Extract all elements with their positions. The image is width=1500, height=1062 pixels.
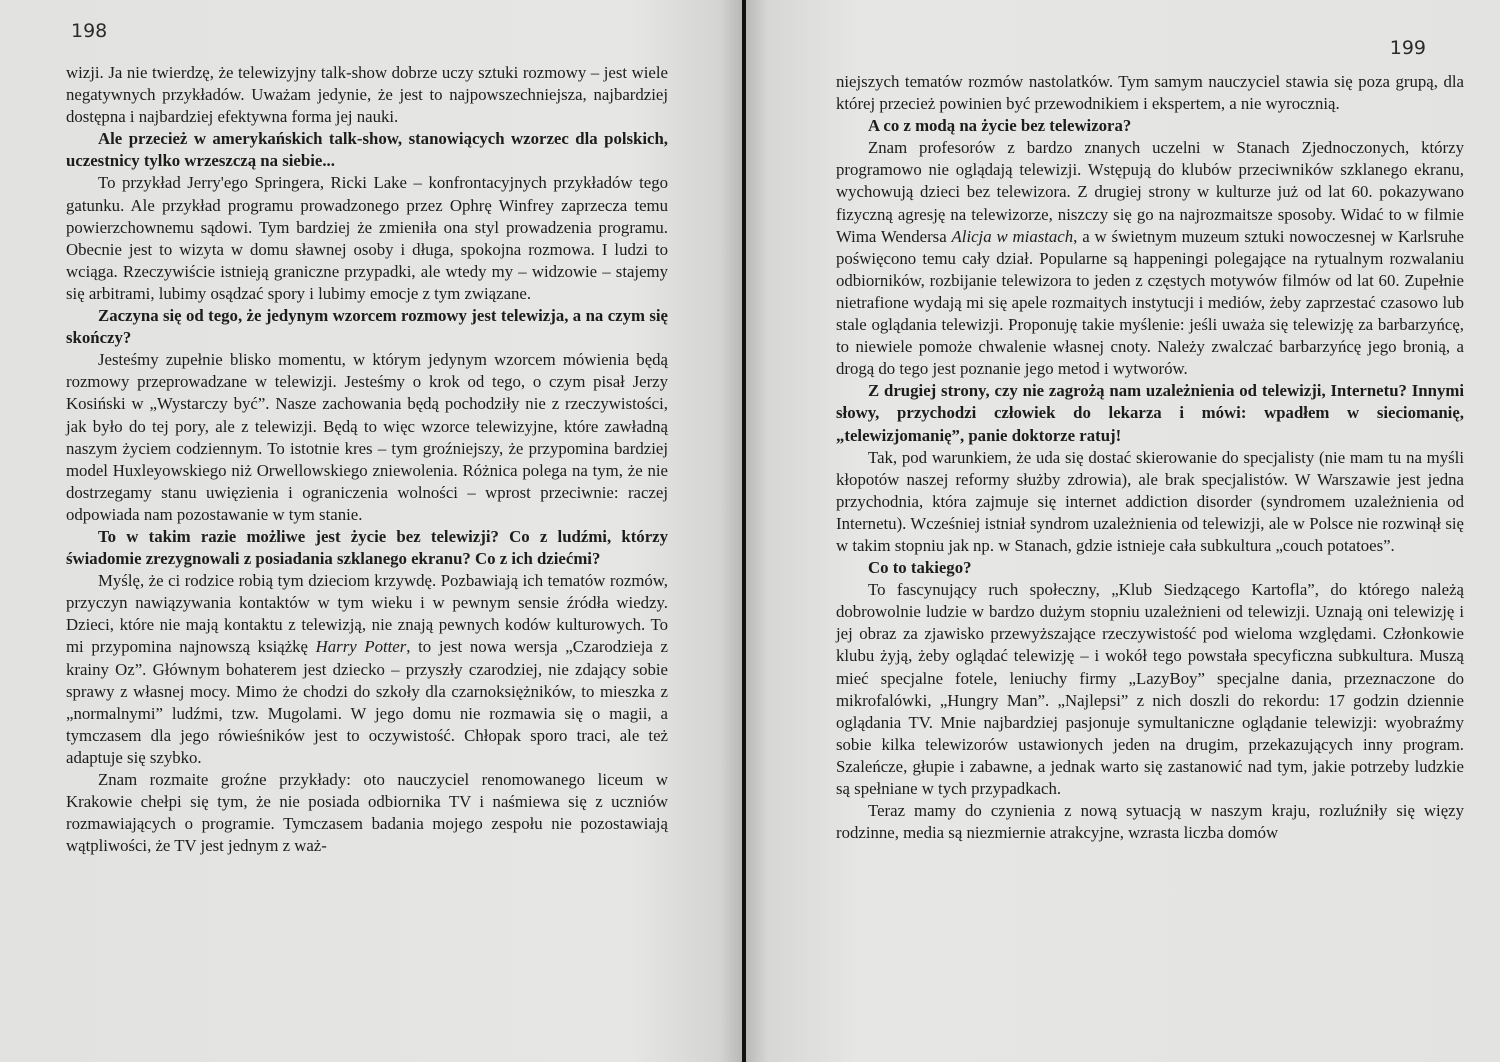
paragraph: niejszych tematów rozmów nastolatków. Tym samym nauczyciel stawia się poza grupą, dla której przecież powinien być przewodnikiem i ekspertem, a nie wyrocznią. bbox=[836, 72, 1464, 114]
paragraph: Znam rozmaite groźne przykłady: oto nauczyciel renomowanego liceum w Krakowie chełpi się tym, że nie posiada odbiornika TV i naśmiewa się z uczniów rozmawiających o programie. Tymczasem badania mojego zespołu nie pozostawiają wątpliwości, że TV jest jednym z waż- bbox=[66, 770, 668, 856]
paragraph: To fascynujący ruch społeczny, „Klub Siedzącego Kartofla”, do którego należą dobrowolnie ludzie w bardzo dużym stopniu uzależnieni od telewizji. Uznają oni telewizję i jej obraz za zjawisko przewyższające rzeczywistość pod wieloma względami. Członkowie klubu żyją, żeby oglądać telewizję – i wokół tego powstała specyficzna subkultura. Muszą mieć specjalne fotele, leniuchy firmy „LazyBoy” specjalne dania, przeznaczone do mikrofalówki, „Hungry Man”. „Najlepsi” z nich doszli do rekordu: 17 godzin dziennie oglądania TV. Mnie najbardziej pasjonuje symultaniczne oglądanie telewizji: wyobraźmy sobie kilka telewizorów ustawionych jeden na drugim, przekazujących inny program. Szaleńcze, głupie i zabawne, a jednak warto się zastanowić nad tym, jakie potrzeby ludzkie są spełniane w tych przypadkach. bbox=[836, 580, 1464, 798]
paragraph: Znam profesorów z bardzo znanych uczelni w Stanach Zjednoczonych, którzy programowo nie oglądają telewizji. Wstępują do klubów przeciwników szklanego ekranu, wychowują dzieci bez telewizora. Z drugiej strony w kulturze już od lat 60. pokazywano fizyczną agresję na telewizorze, niszczy się go na najrozmaitsze sposoby. Widać to w filmie Wima Wendersa Alicja w miastach, a w świetnym muzeum sztuki nowoczesnej w Karlsruhe poświęcono temu cały dział. Popularne są happeningi polegające na rytualnym rozwalaniu odbiorników, rozbijanie telewizora to jeden z częstych motywów filmów od lat 60. Zupełnie nietrafione wydają mi się apele rozmaitych instytucji i mediów, żeby zaprzestać czasowo lub stale oglądania telewizji. Proponuję takie myślenie: jeśli uważa się telewizję za barbarzyńcę, to niewiele pomoże chwalenie własnej cnoty. Należy zwalczać barbarzyńcę jego bronią, a drogą do tego jest poznanie jego metod i wytworów. bbox=[836, 138, 1464, 379]
paragraph: To przykład Jerry'ego Springera, Ricki Lake – konfrontacyjnych przykładów tego gatunku. Ale przykład programu prowadzonego przez Ophrę Winfrey zaprzecza temu powierzchownemu sądowi. Tym bardziej że zmieniła ona styl prowadzenia programu. Obecnie jest to wizyta w domu sławnej osoby i długa, spokojna rozmowa. I ludzi to wciąga. Rzeczywiście istnieją graniczne przypadki, ale wtedy my – widzowie – stajemy się arbitrami, lubimy osądzać spory i lubimy emocje z tym związane. bbox=[66, 173, 668, 303]
paragraph: Tak, pod warunkiem, że uda się dostać skierowanie do specjalisty (nie mam tu na myśli kłopotów naszej reformy służby zdrowia), ale brak specjalistów. W Warszawie jest jedna przychodnia, która zajmuje się internet addiction disorder (syndromem uzależnienia od Internetu). Wcześniej istniał syndrom uzależnienia od telewizji, ale w Polsce nie rozwinął się w takim stopniu jak np. w Stanach, gdzie istnieje cała subkultura „couch potatoes”. bbox=[836, 447, 1464, 555]
paragraph: Jesteśmy zupełnie blisko momentu, w którym jedynym wzorcem mówienia będą rozmowy przeprowadzane w telewizji. Jesteśmy o krok od tego, o czym pisał Jerzy Kosiński w „Wystarczy być”. Nasze zachowania będą pochodziły nie z rzeczywistości, jak było do tej pory, ale z telewizji. Będą to więc wzorce telewizyjne, które zawładną naszym życiem codziennym. To istotnie kres – tym groźniejszy, że przypomina bardziej model Huxleyowskiego niż Orwellowskiego zniewolenia. Różnica polega na tym, że nie dostrzegamy stanu uwięzienia i ograniczenia wolności – wprost przeciwnie: raczej odpowiada nam pozostawanie w tym stanie. bbox=[66, 350, 668, 524]
paragraph: wizji. Ja nie twierdzę, że telewizyjny talk-show dobrze uczy sztuki rozmowy – jest wiele negatywnych przykładów. Uważam jedynie, że jest to najpowszechniejsza, najbardziej dostępna i najbardziej efektywna forma jej nauki. bbox=[66, 63, 668, 127]
page-number: 198 bbox=[71, 20, 108, 42]
left-page bbox=[0, 0, 742, 1062]
interviewer-question: Z drugiej strony, czy nie zagrożą nam uzależnienia od telewizji, Internetu? Innymi słowy, przychodzi człowiek do lekarza i mówi: wpadłem w sieciomanię, „telewizjomanię”, panie doktorze ratuj! bbox=[836, 381, 1464, 445]
italic-title: Alicja w miastach bbox=[951, 226, 1074, 246]
interviewer-question: Co to takiego? bbox=[868, 558, 972, 578]
page-number: 199 bbox=[1389, 37, 1426, 59]
paragraph: Teraz mamy do czynienia z nową sytuacją w naszym kraju, rozluźniły się więzy rodzinne, media są niezmiernie atrakcyjne, wzrasta liczba domów bbox=[836, 801, 1464, 843]
italic-title: Harry Potter bbox=[315, 637, 407, 657]
page-text bbox=[836, 71, 1464, 844]
interviewer-question: A co z modą na życie bez telewizora? bbox=[868, 116, 1132, 136]
page-text bbox=[66, 62, 668, 857]
interviewer-question: Ale przecież w amerykańskich talk-show, stanowiących wzorzec dla polskich, uczestnicy tylko wrzeszczą na siebie... bbox=[66, 129, 668, 171]
interviewer-question: To w takim razie możliwe jest życie bez telewizji? Co z ludźmi, którzy świadomie zrezygnowali z posiadania szklanego ekranu? Co z ich dziećmi? bbox=[66, 526, 668, 569]
paragraph: Myślę, że ci rodzice robią tym dzieciom krzywdę. Pozbawiają ich tematów rozmów, przyczyn nawiązywania kontaktów w tym wieku i w pewnym sensie źródła wiedzy. Dzieci, które nie mają kontaktu z telewizją, nie znają pewnych kodów kulturowych. To mi przypomina najnowszą książkę Harry Potter, to jest nowa wersja „Czarodzieja z krainy Oz”. Głównym bohaterem jest dziecko – przyszły czarodziej, nie zdający sobie sprawy z własnej mocy. Mimo że chodzi do szkoły dla czarnoksiężników, to mieszka z „normalnymi” ludźmi, tzw. Mugolami. W jego domu nie rozmawia się o magii, a tymczasem dla jego rówieśników jest to oczywistość. Chłopak sporo traci, ale też adaptuje się szybko. bbox=[66, 571, 668, 767]
right-page bbox=[746, 0, 1500, 1062]
interviewer-question: Zaczyna się od tego, że jedynym wzorcem rozmowy jest telewizja, a na czym się skończy? bbox=[66, 306, 668, 348]
